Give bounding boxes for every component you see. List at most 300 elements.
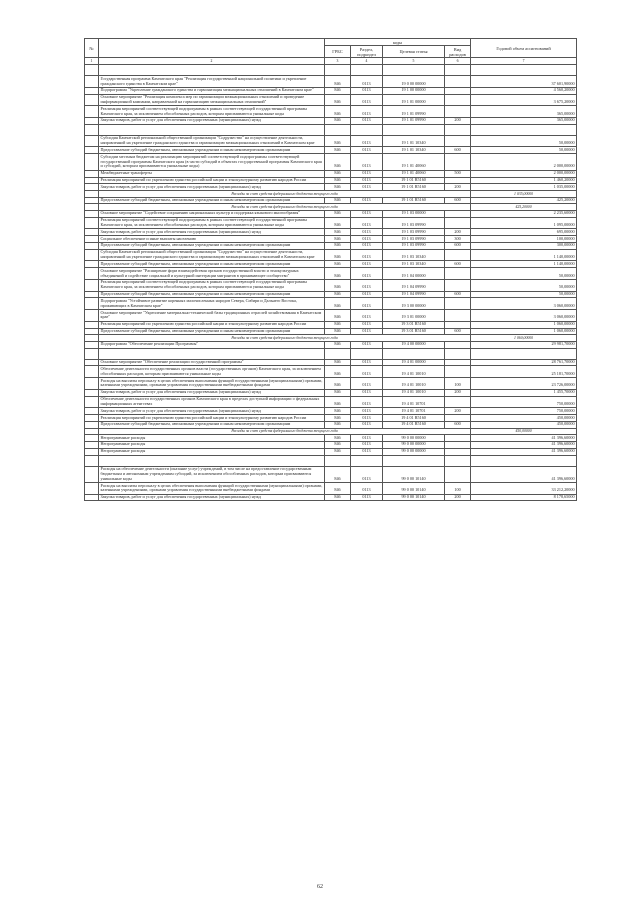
row-cst: 19 4 00 00000 [383,341,445,348]
row-name: Предоставление субсидий бюджетным, автономным учреждениям и иным некоммерческим организациям [99,328,325,335]
row-sum: 1 140,00000 [471,261,577,268]
row-grbs: 846 [325,466,351,482]
row-number-cell [85,441,99,448]
row-vr [445,321,471,328]
row-vr: 200 [445,389,471,396]
row-sum: 1 035,00000 [471,184,577,191]
row-number-cell [85,94,99,106]
row-name: Предоставление субсидий бюджетным, автономным учреждениям и иным некоммерческим организациям [99,197,325,204]
row-rz: 0113 [351,389,383,396]
row-name: Обеспечение деятельности государственных органов власти (государственных органов) Камчатского края, за исключением обособленных расходов, которым присваиваются уникальные коды [99,366,325,378]
row-name: Закупка товаров, работ и услуг для обеспечения государственных (муниципальных) нужд [99,229,325,236]
row-name: Основное мероприятие "Укрепление материально-технической базы традиционных отраслей хозяйствования в Камчатском крае" [99,310,325,322]
row-vr [445,87,471,94]
row-number-cell [85,229,99,236]
row-grbs: 846 [325,389,351,396]
row-grbs: 846 [325,359,351,366]
row-sum: 50,00000 [471,147,577,154]
row-number-cell [85,466,99,482]
row-rz: 0113 [351,177,383,184]
row-sum: 365,00000 [471,106,577,118]
row-name: Реализация мероприятий соответствующей подпрограммы в рамках соответствующей государственной программы Камчатского края, за исключением обособленных расходов, которым присваиваются уникальные коды [99,217,325,229]
row-grbs: 846 [325,448,351,455]
row-number-cell [85,124,99,135]
row-cst: 19 4 01 R5160 [383,415,445,422]
row-name: Непрограммные расходы [99,441,325,448]
row-name: Подпрограмма "Обеспечение реализации Программы" [99,341,325,348]
table-row [85,268,577,280]
row-rz: 0113 [351,147,383,154]
row-vr: 600 [445,291,471,298]
row-cst [383,455,445,466]
row-grbs: 846 [325,268,351,280]
row-sum: 1 060,00000 [471,335,577,341]
row-grbs: 846 [325,147,351,154]
row-name: Субсидия Камчатской региональной общественной организации "Содружество" на осуществление деятельности, направленной на укрепление гражданского единства и гармонизацию межнациональных отношений в Камчатском крае [99,135,325,147]
row-number-cell [85,135,99,147]
row-grbs: 846 [325,298,351,310]
header-name [99,39,325,58]
row-rz: 0113 [351,242,383,249]
row-cst: 19 1 03 10340 [383,261,445,268]
table-row [85,366,577,378]
row-rz: 0113 [351,87,383,94]
table-row [85,435,577,442]
row-cst [383,348,445,359]
row-cst: 19 1 04 09990 [383,279,445,291]
row-number-cell [85,217,99,229]
row-number-cell [85,359,99,366]
table-row [85,94,577,106]
row-name: Предоставление субсидий бюджетным, автономным учреждениям и иным некоммерческим организациям [99,421,325,428]
row-cst: 19 4 01 10701 [383,408,445,415]
row-vr [445,310,471,322]
row-cst: 19 1 01 10340 [383,147,445,154]
row-rz: 0113 [351,435,383,442]
row-rz: 0113 [351,328,383,335]
header-index: 7 [471,58,577,65]
row-vr: 200 [445,184,471,191]
row-rz: 0113 [351,94,383,106]
row-sum: 3 060,00000 [471,310,577,322]
row-number-cell [85,396,99,408]
row-grbs: 846 [325,494,351,501]
row-cst: 99 0 00 10140 [383,466,445,482]
row-name: Реализация мероприятий соответствующей подпрограммы в рамках соответствующей государственной программы Камчатского края, за исключением обособленных расходов, которым присваиваются уникальные коды [99,106,325,118]
row-rz [351,65,383,76]
row-cst: 99 0 00 00000 [383,435,445,442]
row-sum: 1 460,20000 [471,177,577,184]
row-rz: 0113 [351,268,383,280]
row-name: Реализация мероприятий по укреплению единства российской нации и этнокультурному развитию народов России [99,321,325,328]
row-vr [445,466,471,482]
row-grbs: 846 [325,229,351,236]
row-sum: 1 060,00000 [471,321,577,328]
row-cst: 19 4 01 10010 [383,366,445,378]
row-sum [471,124,577,135]
table-row [85,135,577,147]
row-number-cell [85,177,99,184]
header-index: 6 [445,58,471,65]
row-number-cell [85,378,99,390]
row-number-cell [85,435,99,442]
table-row [85,310,577,322]
row-sum: 41 396,60000 [471,448,577,455]
row-rz: 0113 [351,197,383,204]
row-sum: 695,00000 [471,229,577,236]
header-index: 1 [85,58,99,65]
row-grbs: 846 [325,421,351,428]
row-number-cell [85,154,99,170]
row-sum: 450,00000 [471,421,577,428]
row-grbs: 846 [325,328,351,335]
row-vr: 600 [445,421,471,428]
row-sum [471,455,577,466]
table-row [85,236,577,243]
row-grbs: 846 [325,310,351,322]
row-number-cell [85,421,99,428]
row-number-cell [85,210,99,217]
table-row [85,421,577,428]
row-rz: 0113 [351,421,383,428]
row-vr [445,249,471,261]
row-vr [445,268,471,280]
row-name: Социальное обеспечение и иные выплаты населению [99,236,325,243]
row-sum: 41 396,60000 [471,466,577,482]
row-vr [445,106,471,118]
table-row [85,389,577,396]
budget-table [84,38,577,501]
row-number-cell [85,298,99,310]
note-text: Расходы за счет средств федерального бюджета текущего года [99,204,471,210]
row-sum: 365,00000 [471,117,577,124]
row-sum: 23 726,00000 [471,378,577,390]
row-sum: 37 601,90000 [471,76,577,88]
row-number-cell [85,249,99,261]
row-number-cell [85,389,99,396]
row-cst: 99 0 00 10140 [383,494,445,501]
row-grbs: 846 [325,261,351,268]
row-number-cell [85,279,99,291]
row-number-cell [85,321,99,328]
row-vr [445,217,471,229]
row-grbs: 846 [325,366,351,378]
row-grbs: 846 [325,415,351,422]
spacer-row [85,65,577,76]
row-number-cell [85,341,99,348]
row-sum: 50,00000 [471,291,577,298]
table-row [85,87,577,94]
row-sum: 425,20000 [471,197,577,204]
row-vr [445,177,471,184]
table-row [85,291,577,298]
row-number-cell [85,106,99,118]
row-number-cell [85,455,99,466]
row-sum: 425,20000 [471,204,577,210]
row-vr [445,124,471,135]
row-cst: 99 0 00 00000 [383,441,445,448]
row-cst: 19 3 01 R5160 [383,328,445,335]
row-name: Подпрограмма "Укрепление гражданского единства и гармонизация межнациональных отношений в Камчатском крае" [99,87,325,94]
row-number-cell [85,310,99,322]
row-cst: 19 1 01 09990 [383,106,445,118]
row-rz: 0113 [351,135,383,147]
row-cst: 19 1 03 00000 [383,210,445,217]
row-rz [351,455,383,466]
row-cst: 19 1 03 10340 [383,249,445,261]
row-cst: 19 4 01 10701 [383,396,445,408]
note-text: Расходы за счет средств федерального бюджета текущего года [99,191,471,197]
row-sum: 8 178,65000 [471,494,577,501]
table-row [85,117,577,124]
row-name: Закупка товаров, работ и услуг для обеспечения государственных (муниципальных) нужд [99,389,325,396]
row-rz: 0113 [351,217,383,229]
row-sum: 3 060,00000 [471,298,577,310]
row-name: Основное мероприятие "Содействие сохранению национальных культур и поддержка языкового многообразия" [99,210,325,217]
row-sum: 50,00000 [471,268,577,280]
row-name: Предоставление субсидий бюджетным, автономным учреждениям и иным некоммерческим организациям [99,291,325,298]
row-sum: 2 235,60000 [471,210,577,217]
row-vr [445,455,471,466]
row-sum: 41 396,60000 [471,435,577,442]
table-row [85,184,577,191]
row-cst: 19 1 01 R5160 [383,184,445,191]
row-grbs: 846 [325,106,351,118]
row-rz: 0113 [351,236,383,243]
row-cst: 19 1 03 09990 [383,242,445,249]
row-name: Основное мероприятие "Расширение форм взаимодействия органов государственной власти и этнокультурных объединений и содействие социальной и культурной интеграции мигрантов в принимающее сообщество" [99,268,325,280]
row-number-cell [85,242,99,249]
header-index: 5 [383,58,445,65]
row-grbs: 846 [325,87,351,94]
row-cst: 19 4 01 R5160 [383,421,445,428]
row-grbs: 846 [325,279,351,291]
table-row [85,217,577,229]
table-row [85,494,577,501]
row-number-cell [85,328,99,335]
row-vr [445,298,471,310]
row-sum: 1 455,70000 [471,389,577,396]
row-rz: 0113 [351,366,383,378]
row-name: Расходы на выплаты персоналу в целях обеспечения выполнения функций государственными (муниципальными) органами, казенными учреждениями, органами управления государственными внебюджетными фондами [99,378,325,390]
row-sum: 3 675,20000 [471,94,577,106]
row-cst: 19 1 03 09990 [383,217,445,229]
row-vr: 200 [445,117,471,124]
row-cst [383,65,445,76]
row-number-cell [85,117,99,124]
row-name: Реализация мероприятий соответствующей подпрограммы в рамках соответствующей государственной программы Камчатского края, за исключением обособленных расходов, которым присваиваются уникальные коды [99,279,325,291]
row-rz: 0113 [351,483,383,495]
row-grbs [325,455,351,466]
row-sum [471,65,577,76]
row-grbs: 846 [325,408,351,415]
table-row [85,483,577,495]
row-number-cell [85,87,99,94]
row-sum: 1 140,00000 [471,249,577,261]
spacer-row [85,455,577,466]
row-grbs: 846 [325,154,351,170]
note-text: Расходы за счет средств федерального бюджета текущего года [99,428,471,434]
row-rz: 0113 [351,310,383,322]
row-vr [445,448,471,455]
row-grbs: 846 [325,94,351,106]
row-name: Закупка товаров, работ и услуг для обеспечения государственных (муниципальных) нужд [99,494,325,501]
row-grbs: 846 [325,321,351,328]
table-row [85,441,577,448]
row-name: Межбюджетные трансферты [99,170,325,177]
row-grbs: 846 [325,341,351,348]
header-grbs: ГРБС [325,46,351,58]
row-number-cell [85,65,99,76]
row-sum: 750,00000 [471,408,577,415]
row-cst: 19 1 00 00000 [383,87,445,94]
row-vr: 600 [445,328,471,335]
row-sum: 750,00000 [471,396,577,408]
row-name [99,124,325,135]
row-vr [445,94,471,106]
row-cst: 19 1 04 00000 [383,268,445,280]
table-row [85,415,577,422]
row-number-cell [85,236,99,243]
table-row [85,328,577,335]
row-grbs: 846 [325,197,351,204]
row-name: Государственная программа Камчатского края "Реализация государственной национальной политики и укрепление гражданского единства в Камчатском крае" [99,76,325,88]
row-grbs: 846 [325,117,351,124]
row-vr: 100 [445,378,471,390]
row-vr [445,348,471,359]
row-number-cell [85,170,99,177]
row-rz: 0113 [351,378,383,390]
table-row [85,359,577,366]
table-row [85,378,577,390]
row-vr [445,154,471,170]
row-cst: 19 1 04 09990 [383,291,445,298]
row-rz [351,124,383,135]
row-vr [445,279,471,291]
row-cst: 19 3 01 R5160 [383,321,445,328]
row-number-cell [85,415,99,422]
row-grbs: 846 [325,210,351,217]
row-grbs [325,65,351,76]
header-vr: Вид расходов [445,46,471,58]
row-rz: 0113 [351,170,383,177]
table-row [85,197,577,204]
row-cst: 19 0 00 00000 [383,76,445,88]
table-row [85,408,577,415]
header-amount: Годовой объем ассигнований [471,39,577,58]
row-vr: 100 [445,483,471,495]
row-vr [445,65,471,76]
row-name: Подпрограмма "Устойчивое развитие коренных малочисленных народов Севера, Сибири и Дальнего Востока, проживающих в Камчатском крае" [99,298,325,310]
row-name: Реализация мероприятий по укреплению единства российской нации и этнокультурному развитию народов России [99,415,325,422]
row-cst: 19 3 00 00000 [383,298,445,310]
row-rz: 0113 [351,249,383,261]
row-grbs: 846 [325,378,351,390]
row-vr: 600 [445,197,471,204]
row-cst: 19 1 01 00000 [383,94,445,106]
table-row [85,106,577,118]
row-sum: 28 761,70000 [471,359,577,366]
row-grbs: 846 [325,236,351,243]
row-rz: 0113 [351,321,383,328]
row-grbs: 846 [325,76,351,88]
row-vr [445,396,471,408]
row-rz: 0113 [351,396,383,408]
row-number-cell [85,291,99,298]
row-name: Непрограммные расходы [99,448,325,455]
header-cst: Целевая статья [383,46,445,58]
row-rz: 0113 [351,448,383,455]
row-rz: 0113 [351,106,383,118]
row-name: Расходы на обеспечение деятельности (оказание услуг) учреждений, в том числе на предоставление государственным бюджетным и автономным учреждениям субсидий, за исключением обособленных расходов, которым присваиваются уникальные коды [99,466,325,482]
table-row [85,76,577,88]
table-row [85,249,577,261]
row-number-cell [85,448,99,455]
table-row [85,210,577,217]
row-sum: 2 000,00000 [471,154,577,170]
header-razdel: Раздел, подраздел [351,46,383,58]
row-rz: 0113 [351,117,383,124]
row-name: Закупка товаров, работ и услуг для обеспечения государственных (муниципальных) нужд [99,408,325,415]
row-sum: 4 560,20000 [471,87,577,94]
row-rz: 0113 [351,415,383,422]
row-cst: 19 4 01 10010 [383,389,445,396]
table-row [85,147,577,154]
row-vr: 600 [445,242,471,249]
row-rz: 0113 [351,76,383,88]
row-rz: 0113 [351,359,383,366]
table-row [85,396,577,408]
row-sum: 29 981,70000 [471,341,577,348]
row-vr: 300 [445,236,471,243]
row-cst [383,124,445,135]
row-sum: 25 181,70000 [471,366,577,378]
row-name: Основное мероприятие "Обеспечение реализации государственной программы" [99,359,325,366]
row-vr [445,76,471,88]
row-vr: 500 [445,170,471,177]
row-name: Непрограммные расходы [99,435,325,442]
row-name: Обеспечение деятельности государственных органов Камчатского края в пределах доступной информации о федеральных информационных агентствах [99,396,325,408]
page-number: 62 [317,884,323,890]
row-rz: 0113 [351,341,383,348]
row-cst: 19 4 01 00000 [383,359,445,366]
row-sum [471,348,577,359]
row-number-cell [85,197,99,204]
row-rz: 0113 [351,261,383,268]
header-index: 3 [325,58,351,65]
row-rz: 0113 [351,184,383,191]
table-body [85,65,577,501]
row-number-cell [85,147,99,154]
row-vr [445,435,471,442]
row-number-cell [85,494,99,501]
row-vr: 600 [445,147,471,154]
row-rz: 0113 [351,298,383,310]
row-grbs: 846 [325,184,351,191]
header-number: № [85,39,99,58]
row-rz: 0113 [351,466,383,482]
table-row [85,341,577,348]
row-name [99,65,325,76]
table-row [85,177,577,184]
row-grbs [325,348,351,359]
header-index: 2 [99,58,325,65]
row-rz: 0113 [351,229,383,236]
row-number-cell [85,483,99,495]
row-grbs: 846 [325,177,351,184]
row-cst: 19 4 01 10010 [383,378,445,390]
row-grbs: 846 [325,242,351,249]
